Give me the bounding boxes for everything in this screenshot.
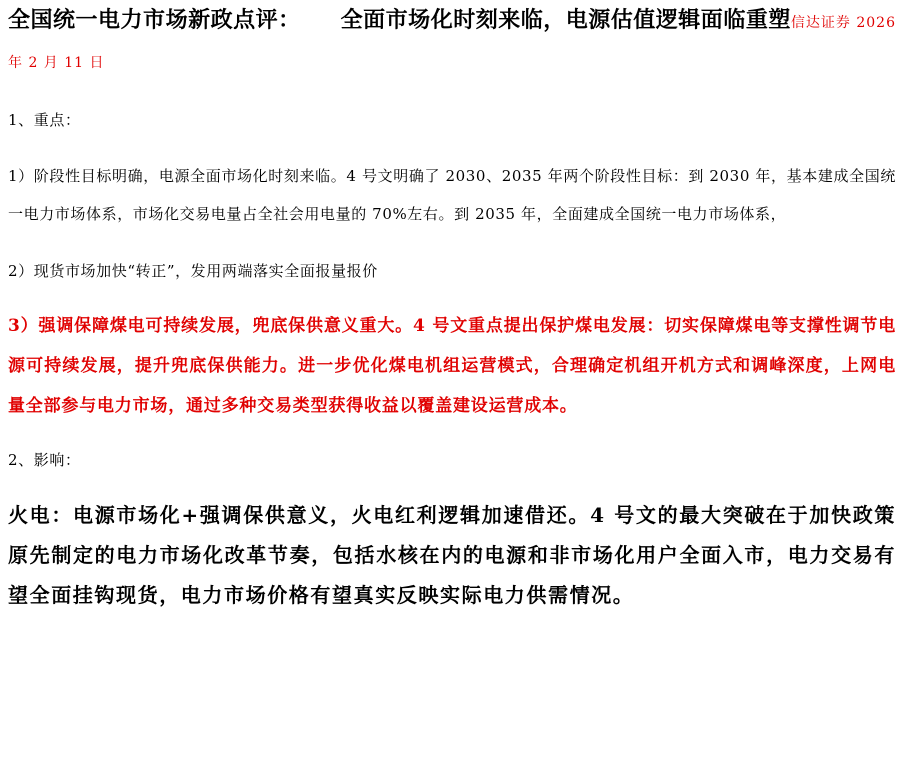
paragraph-point-3-highlight: 3）强调保障煤电可持续发展，兜底保供意义重大。4 号文重点提出保护煤电发展：切实保障煤电等支撑性调节电源可持续发展，提升兜底保供能力。进一步优化煤电机组运营模式，合理确定机组开机方式和调峰深度，上网电量全部参与电力市场，通过多种交易类型获得收益以覆盖建设运营成本。 xyxy=(8,316,896,416)
section-heading-key-points: 1、重点： xyxy=(8,111,81,129)
document-title xyxy=(8,2,896,82)
paragraph-impact-thermal-power: 火电：电源市场化+强调保供意义，火电红利逻辑加速借还。4 号文的最大突破在于加快政策原先制定的电力市场化改革节奏，包括水核在内的电源和非市场化用户全面入市，电力交易有望全面挂钩现货，电力市场价格有望真实反映实际电力供需情况。 xyxy=(8,503,896,607)
title-rest: 全面市场化时刻来临，电源估值逻辑面临重塑 xyxy=(340,8,791,33)
source-line: 信达证券 2026 年 2 月 11 日 xyxy=(8,15,896,71)
paragraph-point-1: 1）阶段性目标明确，电源全面市场化时刻来临。4 号文明确了 2030、2035 年两个阶段性目标：到 2030 年，基本建成全国统一电力市场体系，市场化交易电量占全社会用电量的 70%左右。到 2035 年，全面建成全国统一电力市场体系， xyxy=(8,167,896,223)
section-heading-impact: 2、影响： xyxy=(8,451,81,469)
title-main: 全国统一电力市场新政点评： xyxy=(8,8,301,33)
paragraph-point-2: 2）现货市场加快“转正”，发用两端落实全面报量报价 xyxy=(8,262,378,280)
document-page xyxy=(8,0,896,615)
